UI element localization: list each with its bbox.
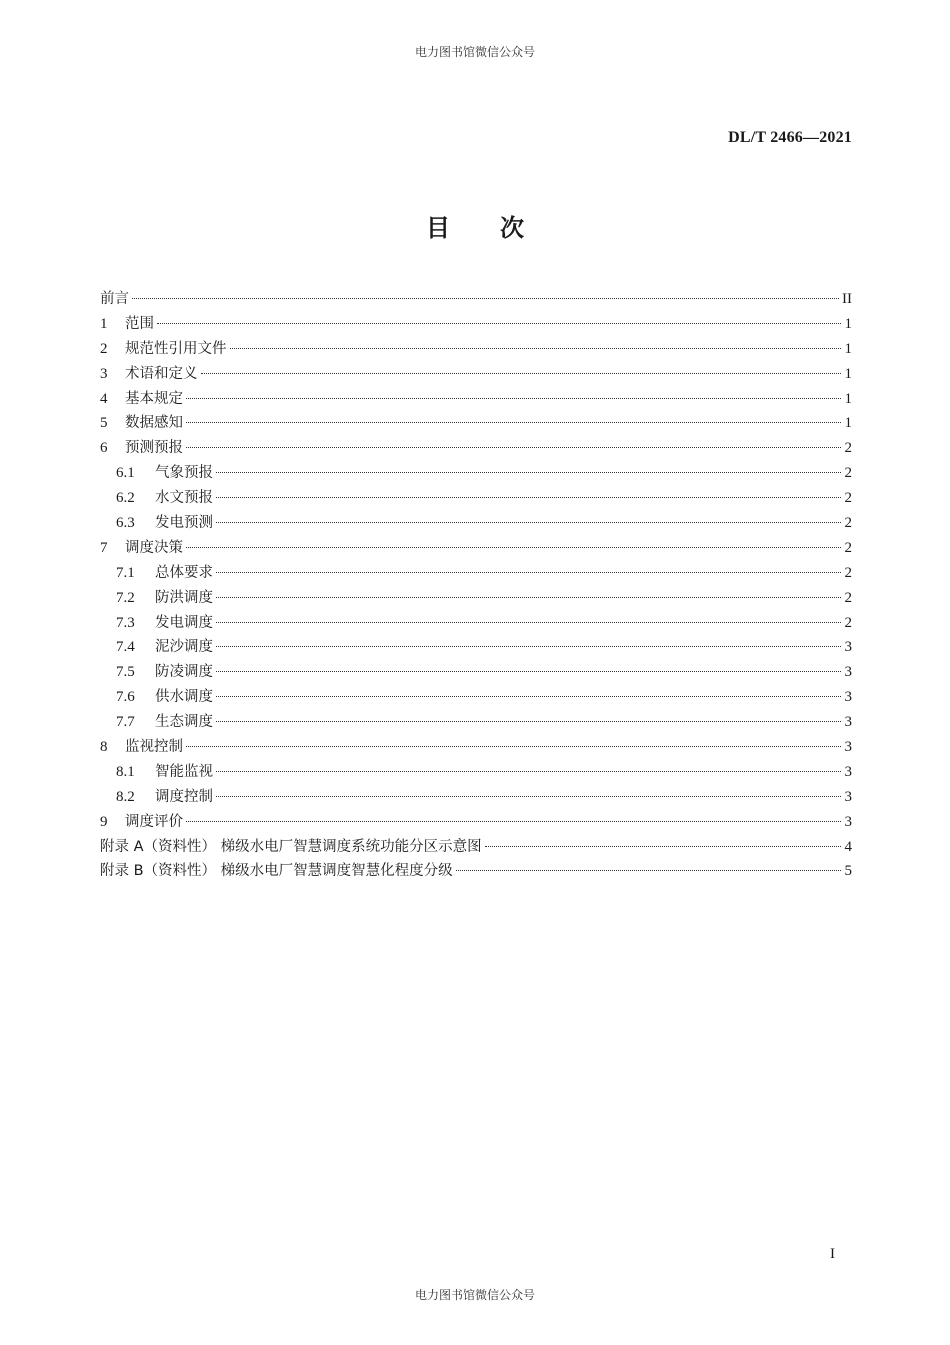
toc-entry-number: 8	[100, 739, 108, 756]
toc-title-left: 目	[426, 214, 450, 242]
toc-entry-label: 规范性引用文件	[125, 340, 227, 357]
toc-entry-label: 预测预报	[125, 440, 183, 457]
toc-dot-leader	[157, 323, 841, 324]
toc-dot-leader	[216, 721, 841, 722]
toc-entry[interactable]	[100, 362, 852, 387]
toc-dot-leader	[230, 348, 842, 349]
standard-code: DL/T 2466—2021	[728, 129, 852, 146]
toc-entry-page: 4	[844, 838, 852, 855]
toc-entry[interactable]	[100, 312, 852, 337]
toc-dot-leader	[186, 447, 841, 448]
toc-entry-number: 6.3	[116, 515, 135, 532]
toc-entry-number: 7.2	[116, 589, 135, 606]
toc-entry[interactable]	[100, 337, 852, 362]
toc-dot-leader	[186, 821, 841, 822]
toc-entry[interactable]	[100, 287, 852, 312]
toc-dot-leader	[186, 422, 841, 423]
toc-entry-number: 8.1	[116, 763, 135, 780]
toc-entry-label: 气象预报	[155, 465, 213, 482]
toc-entry-page: 3	[844, 788, 852, 805]
toc-dot-leader	[216, 622, 841, 623]
toc-entry[interactable]	[100, 387, 852, 412]
toc-entry-label: 术语和定义	[125, 365, 198, 382]
toc-entry-number: 6.2	[116, 490, 135, 507]
toc-entry[interactable]	[100, 536, 852, 561]
toc-entry[interactable]	[100, 835, 852, 860]
toc-dot-leader	[216, 671, 841, 672]
toc-entry[interactable]	[100, 561, 852, 586]
toc-entry[interactable]	[100, 436, 852, 461]
toc-entry-page: II	[842, 291, 852, 307]
toc-entry-page: 3	[844, 664, 852, 681]
toc-dot-leader	[456, 870, 841, 871]
toc-entry[interactable]	[100, 735, 852, 760]
watermark-top: 电力图书馆微信公众号	[414, 45, 535, 59]
toc-dot-leader	[216, 696, 841, 697]
toc-entry-label: 泥沙调度	[155, 639, 213, 656]
toc-entry-page: 5	[844, 863, 852, 880]
page-number: I	[830, 1246, 835, 1262]
toc-entry-page: 3	[844, 813, 852, 830]
toc-entry-page: 2	[844, 589, 852, 606]
toc-entry-label: 调度控制	[155, 788, 213, 805]
toc-entry-label: 附录 B（资料性） 梯级水电厂智慧调度智慧化程度分级	[100, 863, 453, 880]
toc-entry-label: 生态调度	[155, 714, 213, 731]
toc-entry-number: 2	[100, 340, 108, 357]
toc-entry[interactable]	[100, 685, 852, 710]
toc-dot-leader	[216, 522, 841, 523]
toc-dot-leader	[186, 398, 841, 399]
toc-entry-number: 7.3	[116, 614, 135, 631]
toc-entry-label: 基本规定	[125, 390, 183, 407]
toc-entry-page: 2	[844, 564, 852, 581]
toc-entry-page: 2	[844, 515, 852, 532]
toc-dot-leader	[216, 572, 841, 573]
toc-entry-page: 1	[844, 390, 852, 407]
toc-entry-number: 7.4	[116, 639, 135, 656]
toc-dot-leader	[216, 796, 841, 797]
toc-entry-page: 2	[844, 539, 852, 556]
toc-entry-label: 智能监视	[155, 763, 213, 780]
toc-entry-page: 3	[844, 739, 852, 756]
toc-entry-page: 1	[844, 365, 852, 382]
toc-entry-label: 发电调度	[155, 614, 213, 631]
toc-title	[0, 208, 950, 243]
toc-entry[interactable]	[100, 859, 852, 884]
toc-entry-label: 供水调度	[155, 689, 213, 706]
toc-dot-leader	[216, 497, 841, 498]
toc-entry-page: 3	[844, 763, 852, 780]
toc-entry-label: 监视控制	[125, 739, 183, 756]
toc-entry-label: 防洪调度	[155, 589, 213, 606]
toc-entry[interactable]	[100, 785, 852, 810]
toc-entry-page: 3	[844, 714, 852, 731]
toc-entry[interactable]	[100, 461, 852, 486]
toc-entry-number: 9	[100, 813, 108, 830]
toc-entry[interactable]	[100, 586, 852, 611]
toc-entry-label: 防凌调度	[155, 664, 213, 681]
toc-entry[interactable]	[100, 810, 852, 835]
toc-dot-leader	[186, 746, 841, 747]
toc-entry-page: 2	[844, 490, 852, 507]
toc-entry-number: 4	[100, 390, 108, 407]
toc-dot-leader	[201, 373, 842, 374]
toc-entry-page: 3	[844, 689, 852, 706]
toc-title-right: 次	[500, 214, 524, 242]
toc-entry-number: 3	[100, 365, 108, 382]
toc-entry-label: 附录 A（资料性） 梯级水电厂智慧调度系统功能分区示意图	[100, 838, 482, 855]
toc-entry-page: 2	[844, 614, 852, 631]
toc-entry[interactable]	[100, 411, 852, 436]
toc-entry-number: 7	[100, 539, 108, 556]
toc-dot-leader	[132, 298, 839, 299]
toc-entry[interactable]	[100, 511, 852, 536]
toc-entry-page: 1	[844, 415, 852, 432]
toc-entry-number: 1	[100, 315, 108, 332]
toc-dot-leader	[216, 472, 841, 473]
toc-entry[interactable]	[100, 760, 852, 785]
toc-dot-leader	[186, 547, 841, 548]
toc-dot-leader	[216, 771, 841, 772]
toc-entry-page: 3	[844, 639, 852, 656]
toc-entry[interactable]	[100, 710, 852, 735]
toc-entry-label: 调度评价	[125, 813, 183, 830]
toc-entry-number: 7.1	[116, 564, 135, 581]
toc-entry-label: 范围	[125, 315, 154, 332]
toc-entry-label: 数据感知	[125, 415, 183, 432]
toc-entry-number: 7.5	[116, 664, 135, 681]
toc-entry-label: 前言	[100, 291, 129, 307]
toc-entry-page: 1	[844, 340, 852, 357]
toc-entry-number: 5	[100, 415, 108, 432]
toc-dot-leader	[216, 597, 841, 598]
toc-entry[interactable]	[100, 635, 852, 660]
watermark-bottom: 电力图书馆微信公众号	[414, 1288, 535, 1302]
toc-entry[interactable]	[100, 611, 852, 636]
toc-entry-number: 7.7	[116, 714, 135, 731]
toc-entry-label: 总体要求	[155, 564, 213, 581]
toc-entry[interactable]	[100, 486, 852, 511]
toc-dot-leader	[485, 846, 841, 847]
toc-entry-page: 2	[844, 465, 852, 482]
toc-dot-leader	[216, 646, 841, 647]
table-of-contents	[100, 287, 852, 884]
toc-entry-number: 6	[100, 440, 108, 457]
toc-entry-page: 2	[844, 440, 852, 457]
toc-entry-number: 8.2	[116, 788, 135, 805]
toc-entry-page: 1	[844, 315, 852, 332]
toc-entry[interactable]	[100, 660, 852, 685]
toc-entry-number: 6.1	[116, 465, 135, 482]
toc-entry-number: 7.6	[116, 689, 135, 706]
toc-entry-label: 调度决策	[125, 539, 183, 556]
toc-entry-label: 发电预测	[155, 515, 213, 532]
toc-entry-label: 水文预报	[155, 490, 213, 507]
